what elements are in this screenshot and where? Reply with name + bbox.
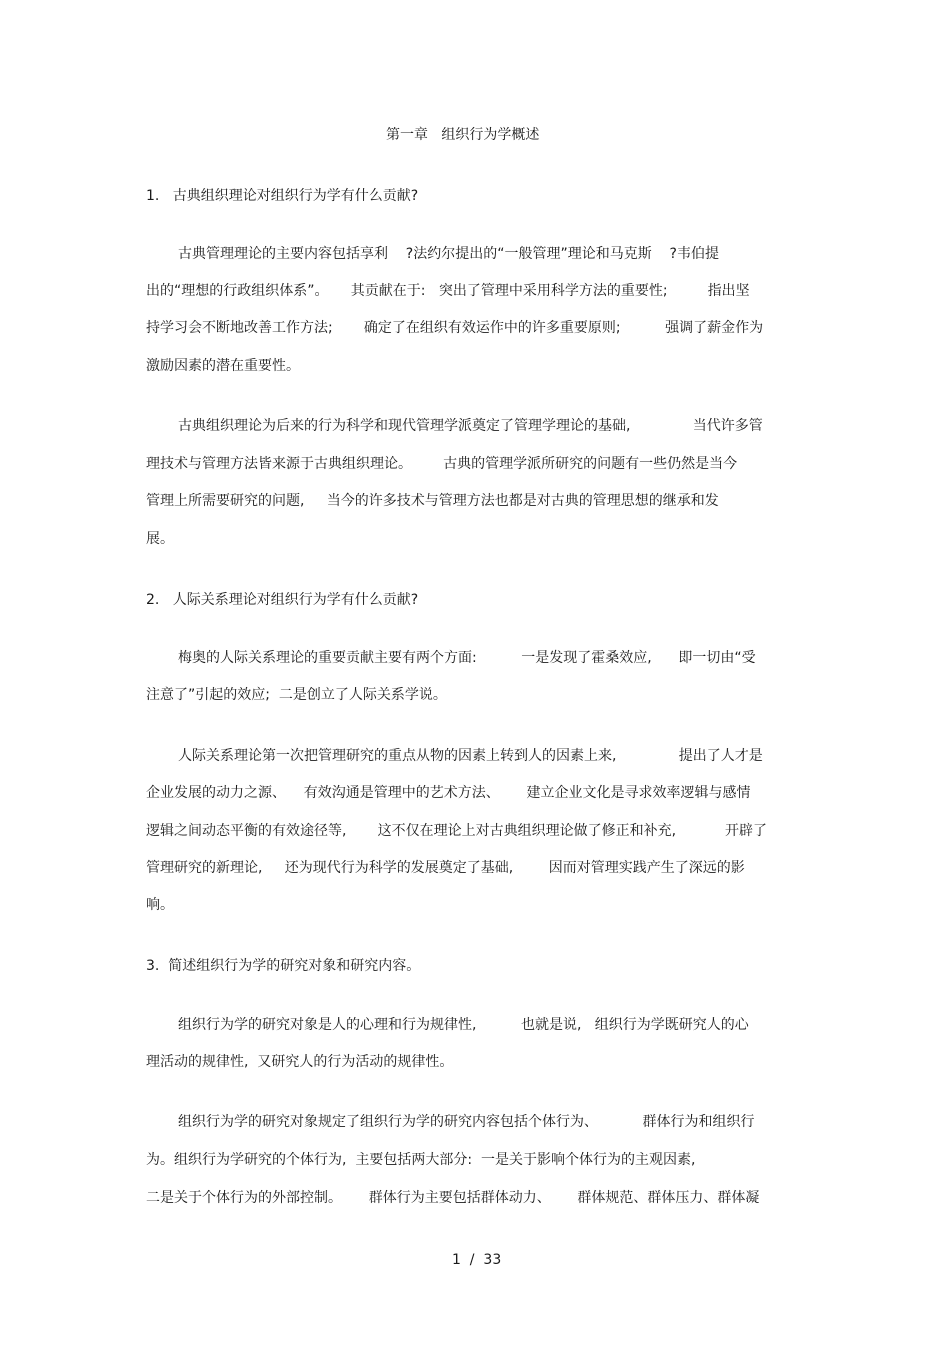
paragraph-line: 持学习会不断地改善工作方法; 确定了在组织有效运作中的许多重要原则; 强调了薪金作为	[146, 320, 764, 336]
paragraph-line: 注意了”引起的效应; 二是创立了人际关系学说。	[146, 687, 447, 703]
paragraph-line: 人际关系理论第一次把管理研究的重点从物的因素上转到人的因素上来, 提出了人才是	[178, 748, 763, 764]
paragraph-line: 组织行为学的研究对象是人的心理和行为规律性, 也就是说, 组织行为学既研究人的心	[178, 1017, 749, 1033]
paragraph-line: 激励因素的潜在重要性。	[146, 358, 300, 374]
paragraph-line: 为。组织行为学研究的个体行为, 主要包括两大部分: 一是关于影响个体行为的主观因素,	[146, 1152, 696, 1168]
question-3-heading: 3. 简述组织行为学的研究对象和研究内容。	[146, 958, 421, 974]
question-1-heading: 1. 古典组织理论对组织行为学有什么贡献?	[146, 188, 419, 204]
paragraph-line: 管理上所需要研究的问题, 当今的许多技术与管理方法也都是对古典的管理思想的继承和发	[146, 493, 719, 509]
paragraph-line: 理技术与管理方法皆来源于古典组织理论。 古典的管理学派所研究的问题有一些仍然是当今	[146, 456, 738, 472]
chapter-title: 第一章 组织行为学概述	[386, 127, 540, 143]
paragraph-line: 古典组织理论为后来的行为科学和现代管理学派奠定了管理学理论的基础, 当代许多管	[178, 418, 763, 434]
paragraph-line: 管理研究的新理论, 还为现代行为科学的发展奠定了基础, 因而对管理实践产生了深远的影	[146, 860, 745, 876]
paragraph-line: 企业发展的动力之源、 有效沟通是管理中的艺术方法、 建立企业文化是寻求效率逻辑与感情	[146, 785, 751, 801]
question-2-heading: 2. 人际关系理论对组织行为学有什么贡献?	[146, 592, 419, 608]
paragraph-line: 出的“理想的行政组织体系”。 其贡献在于: 突出了管理中采用科学方法的重要性; 指出坚	[146, 283, 750, 299]
paragraph-line: 二是关于个体行为的外部控制。 群体行为主要包括群体动力、 群体规范、群体压力、群体凝	[146, 1190, 760, 1206]
paragraph-line: 展。	[146, 531, 174, 547]
paragraph-line: 古典管理理论的主要内容包括享利 ?法约尔提出的“一般管理”理论和马克斯 ?韦伯提	[178, 246, 719, 262]
paragraph-line: 组织行为学的研究对象规定了组织行为学的研究内容包括个体行为、 群体行为和组织行	[178, 1114, 755, 1130]
paragraph-line: 理活动的规律性, 又研究人的行为活动的规律性。	[146, 1054, 454, 1070]
page-number: 1 / 33	[452, 1252, 502, 1268]
paragraph-line: 梅奥的人际关系理论的重要贡献主要有两个方面: 一是发现了霍桑效应, 即一切由“受	[178, 650, 756, 666]
paragraph-line: 逻辑之间动态平衡的有效途径等, 这不仅在理论上对古典组织理论做了修正和补充, 开辟了	[146, 823, 768, 839]
paragraph-line: 响。	[146, 897, 174, 913]
